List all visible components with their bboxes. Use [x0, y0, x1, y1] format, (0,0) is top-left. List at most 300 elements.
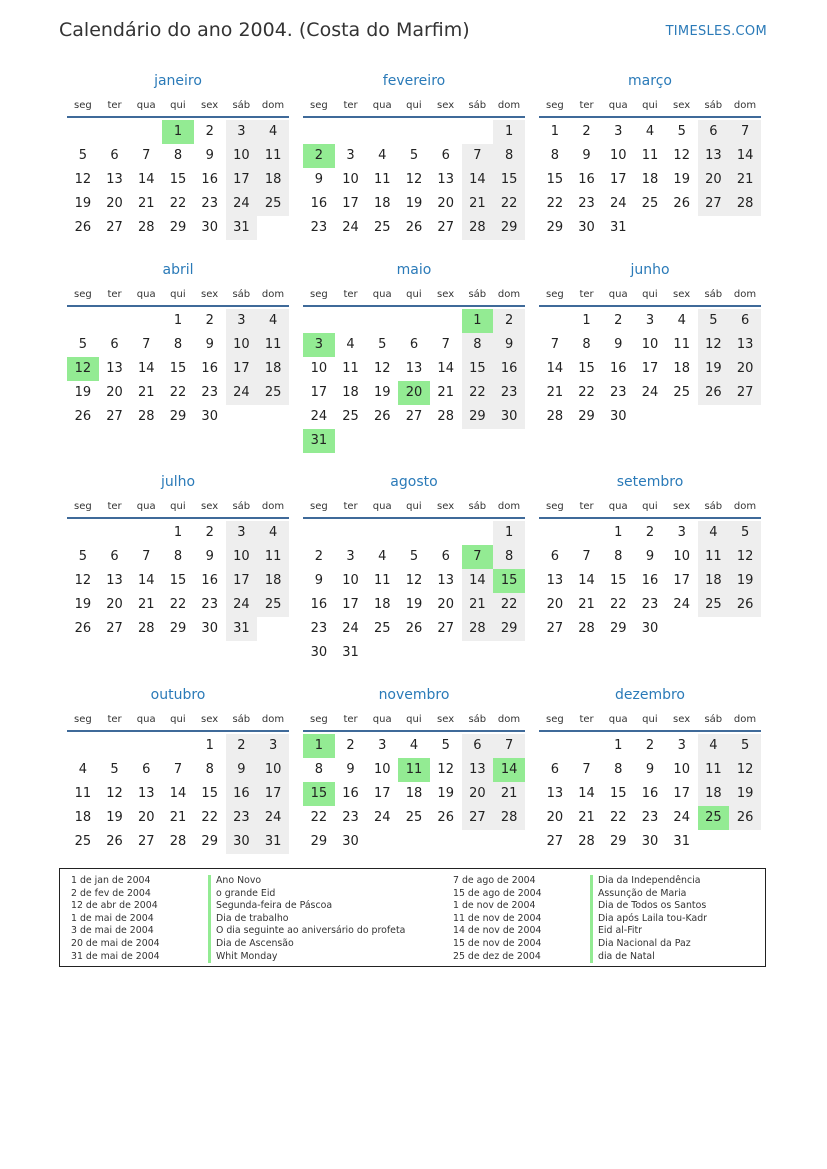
- day-cell: 31: [226, 216, 258, 240]
- day-cell: 22: [493, 192, 525, 216]
- legend-date: 25 de dez de 2004: [453, 950, 541, 962]
- day-cell: 13: [462, 758, 494, 782]
- weekday-label: sex: [437, 501, 455, 512]
- day-cell: 6: [110, 549, 119, 564]
- empty-cell: [303, 120, 335, 144]
- weekday-label: sex: [201, 100, 219, 111]
- day-cell: 11: [257, 545, 289, 569]
- day-cell: 18: [673, 361, 690, 376]
- day-cell: 30: [641, 621, 659, 636]
- month-maio: [303, 259, 525, 453]
- day-cell: 15: [546, 172, 564, 187]
- day-cell: 29: [201, 834, 218, 849]
- weekday-label: sáb: [468, 714, 487, 725]
- weekday-label: dom: [497, 714, 521, 725]
- weekday-header: [539, 710, 761, 732]
- day-cell: 14: [169, 786, 187, 801]
- day-cell: 28: [578, 834, 595, 849]
- day-cell: 28: [169, 834, 187, 849]
- day-cell: 12: [729, 545, 761, 569]
- day-cell: 14: [462, 168, 494, 192]
- day-cell: 18: [374, 196, 391, 211]
- day-cell: 21: [578, 597, 595, 612]
- holiday-day-cell: 15: [303, 782, 335, 806]
- day-cell: 29: [610, 834, 627, 849]
- empty-cell: [99, 521, 131, 545]
- day-cell: 31: [342, 645, 359, 660]
- day-cell: 25: [342, 409, 359, 424]
- weekday-label: ter: [343, 501, 358, 512]
- day-cell: 14: [138, 361, 155, 376]
- day-cell: 23: [310, 621, 328, 636]
- day-cell: 8: [173, 148, 183, 163]
- legend-date: 12 de abr de 2004: [71, 900, 158, 912]
- empty-cell: [162, 734, 194, 758]
- empty-cell: [67, 521, 99, 545]
- day-cell: 29: [578, 409, 595, 424]
- day-cell: 9: [582, 148, 591, 163]
- day-cell: 25: [257, 593, 289, 617]
- day-cell: 17: [226, 357, 258, 381]
- empty-cell: [366, 309, 398, 333]
- day-cell: 22: [169, 597, 187, 612]
- legend-date: 1 de mai de 2004: [71, 912, 154, 924]
- legend-date: 15 de ago de 2004: [453, 887, 542, 899]
- day-cell: 20: [729, 357, 761, 381]
- day-cell: 5: [729, 734, 761, 758]
- day-cell: 18: [698, 782, 730, 806]
- empty-cell: [430, 521, 462, 545]
- day-cell: 24: [257, 806, 289, 830]
- weekday-label: seg: [309, 501, 328, 512]
- day-cell: 8: [462, 333, 494, 357]
- day-cell: 21: [578, 810, 595, 825]
- day-cell: 22: [546, 196, 564, 211]
- month-março: [539, 70, 761, 240]
- day-cell: 2: [205, 313, 214, 328]
- day-cell: 19: [729, 782, 761, 806]
- day-cell: 31: [257, 830, 289, 854]
- empty-cell: [67, 120, 99, 144]
- holiday-day-cell: 7: [462, 545, 494, 569]
- month-name: junho: [630, 262, 670, 278]
- day-cell: 10: [226, 333, 258, 357]
- empty-cell: [366, 521, 398, 545]
- day-cell: 30: [201, 409, 218, 424]
- day-cell: 28: [138, 621, 155, 636]
- day-cell: 28: [546, 409, 564, 424]
- empty-cell: [335, 521, 367, 545]
- weekday-header: [303, 497, 525, 519]
- day-cell: 16: [342, 786, 359, 801]
- weekday-label: sáb: [704, 100, 723, 111]
- month-name: agosto: [390, 474, 438, 490]
- day-cell: 5: [441, 738, 450, 753]
- day-cell: 12: [405, 573, 423, 588]
- day-cell: 9: [314, 172, 323, 187]
- day-cell: 17: [310, 385, 328, 400]
- day-cell: 6: [462, 734, 494, 758]
- day-cell: 10: [342, 172, 359, 187]
- day-grid: [67, 120, 289, 240]
- day-cell: 20: [437, 196, 454, 211]
- weekday-label: qui: [406, 289, 422, 300]
- weekday-label: ter: [107, 714, 122, 725]
- weekday-label: qua: [372, 714, 392, 725]
- day-cell: 5: [698, 309, 730, 333]
- day-cell: 10: [374, 762, 391, 777]
- weekday-header: [539, 285, 761, 307]
- day-cell: 12: [106, 786, 123, 801]
- day-cell: 19: [405, 196, 423, 211]
- day-cell: 13: [437, 573, 454, 588]
- legend-holiday-name: Dia de Ascensão: [208, 938, 405, 951]
- day-cell: 18: [257, 357, 289, 381]
- legend-holiday-name: Dia após Laila tou-Kadr: [590, 913, 707, 926]
- day-grid: [303, 309, 525, 453]
- legend-holiday-name: dia de Natal: [590, 951, 707, 964]
- day-cell: 25: [405, 810, 423, 825]
- day-cell: 29: [310, 834, 328, 849]
- day-cell: 17: [610, 172, 627, 187]
- legend-holiday-name: Dia da Independência: [590, 875, 707, 888]
- day-cell: 16: [201, 361, 218, 376]
- weekday-label: seg: [309, 289, 328, 300]
- weekday-label: qua: [136, 501, 156, 512]
- day-cell: 19: [729, 569, 761, 593]
- day-cell: 22: [310, 810, 328, 825]
- day-cell: 7: [493, 734, 525, 758]
- day-cell: 30: [493, 405, 525, 429]
- day-grid: [303, 734, 525, 854]
- day-cell: 8: [314, 762, 323, 777]
- day-cell: 3: [677, 738, 686, 753]
- day-cell: 26: [437, 810, 454, 825]
- day-cell: 14: [462, 569, 494, 593]
- day-cell: 6: [409, 337, 419, 352]
- day-cell: 25: [74, 834, 92, 849]
- holiday-day-cell: 3: [303, 333, 335, 357]
- day-cell: 7: [462, 144, 494, 168]
- month-name: outubro: [150, 687, 206, 703]
- day-grid: [67, 734, 289, 854]
- month-name: julho: [160, 474, 196, 490]
- day-cell: 24: [374, 810, 391, 825]
- day-cell: 6: [698, 120, 730, 144]
- day-cell: 1: [173, 525, 183, 540]
- day-cell: 24: [641, 385, 659, 400]
- day-cell: 20: [106, 597, 123, 612]
- day-cell: 26: [405, 621, 423, 636]
- day-cell: 2: [205, 124, 214, 139]
- day-cell: 6: [441, 148, 450, 163]
- day-cell: 24: [310, 409, 328, 424]
- weekday-label: dom: [261, 289, 285, 300]
- day-cell: 11: [257, 144, 289, 168]
- legend-holiday-name: O dia seguinte ao aniversário do profeta: [208, 925, 405, 938]
- day-cell: 29: [546, 220, 564, 235]
- day-cell: 11: [374, 172, 391, 187]
- weekday-label: ter: [579, 100, 594, 111]
- day-cell: 23: [342, 810, 359, 825]
- day-cell: 16: [310, 597, 328, 612]
- weekday-label: qui: [170, 289, 186, 300]
- day-cell: 20: [106, 196, 123, 211]
- day-cell: 14: [729, 144, 761, 168]
- day-cell: 28: [138, 409, 155, 424]
- day-cell: 20: [106, 385, 123, 400]
- day-cell: 26: [698, 381, 730, 405]
- day-cell: 7: [142, 337, 151, 352]
- day-cell: 12: [673, 148, 690, 163]
- empty-cell: [462, 120, 494, 144]
- day-cell: 5: [78, 148, 87, 163]
- day-cell: 22: [578, 385, 595, 400]
- weekday-label: sex: [437, 714, 455, 725]
- day-cell: 14: [437, 361, 454, 376]
- weekday-label: seg: [73, 100, 92, 111]
- day-cell: 23: [310, 220, 328, 235]
- month-novembro: [303, 684, 525, 854]
- holiday-day-cell: 1: [303, 734, 335, 758]
- empty-cell: [462, 521, 494, 545]
- weekday-label: ter: [107, 501, 122, 512]
- day-cell: 27: [437, 621, 454, 636]
- day-cell: 17: [374, 786, 391, 801]
- weekday-label: ter: [579, 501, 594, 512]
- day-cell: 21: [138, 196, 155, 211]
- empty-cell: [366, 120, 398, 144]
- weekday-label: qua: [372, 501, 392, 512]
- day-cell: 24: [610, 196, 627, 211]
- legend-holiday-name: Ano Novo: [208, 875, 405, 888]
- day-cell: 5: [729, 521, 761, 545]
- weekday-label: qua: [608, 289, 628, 300]
- legend-date: 15 de nov de 2004: [453, 937, 542, 949]
- holiday-day-cell: 20: [398, 381, 430, 405]
- weekday-label: ter: [343, 289, 358, 300]
- day-cell: 4: [257, 120, 289, 144]
- weekday-label: seg: [545, 714, 564, 725]
- month-fevereiro: [303, 70, 525, 240]
- day-cell: 19: [74, 385, 92, 400]
- month-agosto: [303, 471, 525, 665]
- day-grid: [67, 309, 289, 429]
- day-cell: 23: [201, 385, 218, 400]
- day-cell: 16: [201, 172, 218, 187]
- day-cell: 17: [641, 361, 659, 376]
- empty-cell: [99, 120, 131, 144]
- weekday-label: dom: [261, 714, 285, 725]
- day-grid: [303, 521, 525, 665]
- day-cell: 25: [641, 196, 659, 211]
- day-cell: 21: [729, 168, 761, 192]
- weekday-label: sáb: [704, 289, 723, 300]
- day-cell: 8: [493, 545, 525, 569]
- empty-cell: [335, 120, 367, 144]
- day-cell: 25: [257, 192, 289, 216]
- weekday-label: seg: [73, 501, 92, 512]
- day-cell: 6: [441, 549, 450, 564]
- weekday-label: sex: [201, 714, 219, 725]
- day-cell: 12: [74, 172, 92, 187]
- empty-cell: [99, 734, 131, 758]
- legend-date: 2 de fev de 2004: [71, 887, 151, 899]
- empty-cell: [303, 521, 335, 545]
- brand-link[interactable]: TIMESLES.COM: [665, 24, 767, 39]
- day-cell: 10: [673, 549, 690, 564]
- day-cell: 10: [257, 758, 289, 782]
- day-cell: 4: [346, 337, 355, 352]
- day-cell: 28: [493, 806, 525, 830]
- day-cell: 4: [645, 124, 655, 139]
- weekday-label: qua: [136, 714, 156, 725]
- weekday-label: qua: [608, 100, 628, 111]
- day-cell: 4: [409, 738, 419, 753]
- legend-date: 11 de nov de 2004: [453, 912, 542, 924]
- day-cell: 13: [106, 172, 123, 187]
- holiday-day-cell: 25: [698, 806, 730, 830]
- day-cell: 28: [729, 192, 761, 216]
- day-cell: 22: [201, 810, 218, 825]
- day-cell: 23: [493, 381, 525, 405]
- empty-cell: [539, 734, 571, 758]
- holiday-day-cell: 11: [398, 758, 430, 782]
- weekday-header: [67, 710, 289, 732]
- day-cell: 24: [226, 192, 258, 216]
- day-cell: 27: [546, 834, 564, 849]
- day-cell: 2: [205, 525, 214, 540]
- day-cell: 29: [169, 220, 187, 235]
- day-cell: 1: [493, 120, 525, 144]
- day-cell: 12: [729, 758, 761, 782]
- day-cell: 2: [493, 309, 525, 333]
- weekday-label: sáb: [232, 501, 251, 512]
- day-cell: 22: [493, 593, 525, 617]
- day-cell: 19: [74, 597, 92, 612]
- day-cell: 11: [673, 337, 690, 352]
- day-cell: 7: [142, 148, 151, 163]
- legend-dates-left: [71, 875, 160, 963]
- weekday-label: ter: [107, 289, 122, 300]
- day-cell: 30: [610, 409, 627, 424]
- day-cell: 14: [546, 361, 564, 376]
- weekday-label: qua: [608, 714, 628, 725]
- day-cell: 29: [610, 621, 627, 636]
- day-cell: 10: [226, 545, 258, 569]
- day-cell: 20: [437, 597, 454, 612]
- holiday-day-cell: 31: [303, 429, 335, 453]
- day-cell: 31: [226, 617, 258, 641]
- day-cell: 8: [173, 549, 183, 564]
- legend-date: 31 de mai de 2004: [71, 950, 160, 962]
- empty-cell: [67, 309, 99, 333]
- day-cell: 10: [310, 361, 328, 376]
- day-cell: 8: [614, 549, 623, 564]
- day-cell: 17: [226, 168, 258, 192]
- day-cell: 26: [74, 621, 92, 636]
- day-cell: 15: [493, 168, 525, 192]
- day-cell: 3: [645, 313, 655, 328]
- day-cell: 22: [169, 385, 187, 400]
- day-cell: 27: [106, 621, 123, 636]
- holiday-day-cell: 14: [493, 758, 525, 782]
- legend-holiday-name: o grande Eid: [208, 888, 405, 901]
- month-abril: [67, 259, 289, 429]
- weekday-label: sex: [673, 501, 691, 512]
- month-name: fevereiro: [382, 73, 446, 89]
- day-cell: 11: [698, 545, 730, 569]
- day-cell: 5: [409, 549, 419, 564]
- day-cell: 3: [346, 549, 355, 564]
- day-cell: 16: [641, 786, 659, 801]
- empty-cell: [571, 734, 603, 758]
- legend-dates-right: [453, 875, 542, 963]
- day-cell: 2: [582, 124, 591, 139]
- day-cell: 7: [729, 120, 761, 144]
- day-cell: 20: [138, 810, 155, 825]
- day-cell: 18: [641, 172, 659, 187]
- day-cell: 2: [645, 738, 655, 753]
- day-cell: 19: [698, 357, 730, 381]
- day-cell: 9: [614, 337, 623, 352]
- empty-cell: [335, 309, 367, 333]
- weekday-label: qua: [372, 289, 392, 300]
- weekday-label: seg: [73, 714, 92, 725]
- weekday-label: ter: [579, 714, 594, 725]
- weekday-label: seg: [545, 100, 564, 111]
- day-cell: 18: [405, 786, 423, 801]
- day-cell: 23: [610, 385, 627, 400]
- day-cell: 8: [205, 762, 214, 777]
- month-outubro: [67, 684, 289, 854]
- empty-cell: [571, 521, 603, 545]
- day-cell: 17: [226, 569, 258, 593]
- day-cell: 3: [226, 309, 258, 333]
- empty-cell: [130, 309, 162, 333]
- day-cell: 26: [106, 834, 123, 849]
- day-cell: 4: [698, 521, 730, 545]
- day-cell: 30: [201, 220, 218, 235]
- day-cell: 27: [698, 192, 730, 216]
- day-cell: 25: [698, 593, 730, 617]
- legend-names-right: [590, 875, 707, 963]
- day-cell: 6: [550, 762, 559, 777]
- month-name: abril: [162, 262, 194, 278]
- day-cell: 3: [257, 734, 289, 758]
- empty-cell: [430, 309, 462, 333]
- empty-cell: [99, 309, 131, 333]
- day-cell: 29: [169, 621, 187, 636]
- day-cell: 3: [226, 120, 258, 144]
- month-name: dezembro: [615, 687, 685, 703]
- month-name: setembro: [616, 474, 684, 490]
- day-cell: 20: [698, 168, 730, 192]
- empty-cell: [130, 120, 162, 144]
- day-cell: 10: [610, 148, 627, 163]
- day-cell: 14: [578, 573, 595, 588]
- day-cell: 4: [378, 549, 387, 564]
- day-cell: 9: [493, 333, 525, 357]
- month-janeiro: [67, 70, 289, 240]
- weekday-label: sex: [437, 100, 455, 111]
- day-cell: 18: [342, 385, 359, 400]
- weekday-label: ter: [107, 100, 122, 111]
- weekday-label: dom: [261, 501, 285, 512]
- day-cell: 21: [493, 782, 525, 806]
- day-cell: 17: [673, 573, 690, 588]
- day-cell: 4: [78, 762, 87, 777]
